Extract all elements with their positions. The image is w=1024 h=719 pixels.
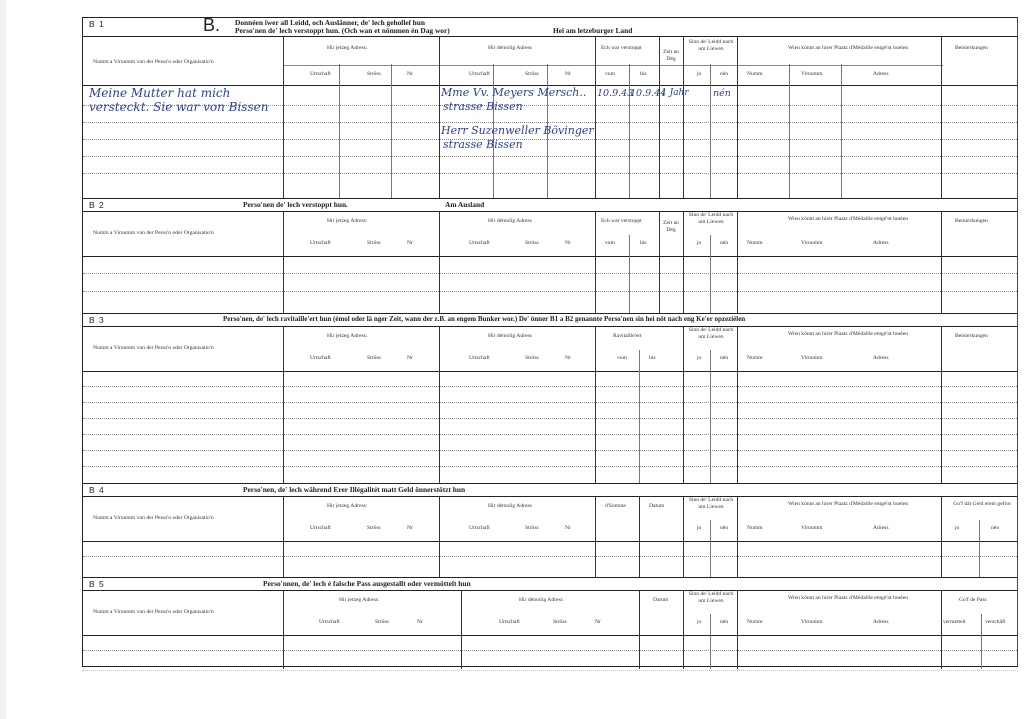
col-former-address: Hir démolig Adress: [488, 45, 532, 51]
b3-col-name: Numm a Virnumm vun der Perso'n oder Organisatio'n: [93, 345, 214, 351]
b5-col-strooss-2: Ströss: [553, 619, 567, 625]
b2-col-jo: jo: [697, 240, 702, 246]
col-remarks: Bemierkungen: [955, 45, 988, 51]
b3-col-remarks: Bemierkungen: [955, 333, 988, 339]
b4-col-jo: jo: [697, 525, 702, 531]
col-jo: jo: [697, 71, 702, 77]
b2-col-remarks: Bemierkungen: [955, 218, 988, 224]
b3-column-header: [83, 326, 1017, 372]
big-letter: B.: [203, 15, 221, 35]
b4-col-numm: Numm: [747, 525, 763, 531]
b3-col-adress: Adress: [873, 355, 889, 361]
b4-col-virnumm: Virnumm: [801, 525, 823, 531]
b4-col-name: Numm a Virnumm vun der Perso'n oder Organisatio'n: [93, 515, 214, 521]
b4-col-geld: Go'f dát Geld erem gefrot: [953, 501, 1011, 507]
b2-col-adress: Adress: [873, 240, 889, 246]
b5-col-virnumm: Virnumm: [801, 619, 823, 625]
b3-col-former-address: Hir démolig Adress: [488, 333, 532, 339]
section-b1-id: B 1: [89, 19, 105, 29]
b3-col-virnumm: Virnumm: [801, 355, 823, 361]
col-bis: bis: [640, 71, 647, 77]
b3-col-suffering: Sinn de' Leidd nach um Liewen: [688, 327, 734, 340]
footer-line: [82, 670, 1018, 672]
section-b5: [83, 577, 1017, 669]
b5-col-ortschaft: Urtschaft: [319, 619, 340, 625]
b4-col-strooss: Ströss: [367, 525, 381, 531]
col-ortschaft: Urtschaft: [310, 71, 331, 77]
b2-col-virnumm: Virnumm: [801, 240, 823, 246]
hw-addr2-line1: Herr Suzenweller Bövinger: [441, 124, 594, 137]
b5-col-nr-2: Nr: [595, 619, 601, 625]
col-name: Numm a Virnumm vun der Perso'n oder Organisatio'n: [93, 59, 214, 65]
b2-col-numm: Numm: [747, 240, 763, 246]
hw-days: 1 Jahr: [661, 88, 689, 98]
b5-col-suffering: Sinn de' Leidd nach um Liewen: [688, 591, 734, 604]
b5-col-former-address: Hir démolig Adress: [519, 597, 563, 603]
b4-col-adress: Adress: [873, 525, 889, 531]
b4-col-geld-nen: nén: [991, 525, 1000, 531]
b3-col-nen: nén: [720, 355, 729, 361]
b3-col-numm: Numm: [747, 355, 763, 361]
col-strooss-2: Ströss: [525, 71, 539, 77]
b2-col-strooss: Ströss: [367, 240, 381, 246]
section-b4: [83, 483, 1017, 578]
b4-col-current-address: Hir jetzeg Adress:: [327, 503, 368, 509]
hw-addr1-line1: Mme Vv. Meyers Mersch..: [441, 86, 587, 99]
b2-col-suffering: Sinn de' Leidd nach um Liewen: [688, 212, 734, 225]
b5-col-datum: Datum: [653, 597, 669, 603]
b2-col-current-address: Hir jetzeg Adress:: [327, 218, 368, 224]
b5-col-name: Numm a Virnumm vun der Perso'n oder Organisatio'n: [93, 609, 214, 615]
col-vum: vum: [605, 71, 615, 77]
b2-region: Am Ausland: [445, 200, 485, 209]
hw-addr2-line2: strasse Bissen: [443, 138, 523, 151]
hw-vum: 10.9.43: [597, 88, 634, 99]
section-b1: [83, 15, 1017, 198]
col-nen: nén: [720, 71, 729, 77]
col-days: Zeit an Dég: [663, 49, 679, 62]
b2-col-nr: Nr: [407, 240, 413, 246]
section-b4-id: B 4: [89, 485, 105, 495]
b2-col-former-address: Hir démolig Adress: [488, 218, 532, 224]
b5-col-strooss: Ströss: [375, 619, 389, 625]
col-current-address: Hir jetzeg Adress:: [327, 45, 368, 51]
b5-title: Perso'nnen, de' lech é falsche Pass ausgestallt oder vermöttelt hun: [263, 579, 471, 588]
b4-col-ortschaft: Urtschaft: [310, 525, 331, 531]
col-virnumm: Virnumm: [801, 71, 823, 77]
b2-col-nen: nén: [720, 240, 729, 246]
b4-title: Perso'nen, de' lech während Erer Illégalitét matt Geld önnerstötzt hun: [243, 485, 466, 494]
col-numm: Numm: [747, 71, 763, 77]
b3-col-current-address: Hir jetzeg Adress:: [327, 333, 368, 339]
b4-col-geld-jo: jo: [955, 525, 960, 531]
b3-col-ortschaft: Urtschaft: [310, 355, 331, 361]
b4-col-ortschaft-2: Urtschaft: [469, 525, 490, 531]
b2-col-hidden: Ech war verstoppt: [601, 218, 642, 224]
b5-col-nr: Nr: [417, 619, 423, 625]
col-adress: Adress: [873, 71, 889, 77]
b4-col-somme: d'Somme: [605, 503, 626, 509]
col-hidden: Ech war verstoppt: [601, 45, 642, 51]
b5-col-numm: Numm: [747, 619, 763, 625]
b2-column-header: [83, 211, 1017, 257]
b2-col-medal: Wien könnt an hirer Plaatz d'Médaille entgé'nt huelen: [788, 216, 908, 222]
hw-name-line1: Meine Mutter hat mich: [89, 86, 231, 100]
b4-col-nr-2: Nr: [565, 525, 571, 531]
b1-region: Hei am letzeburger Land: [553, 26, 633, 35]
b1-title-line1: Donnéen iwer all Leidd, och Auslänner, de' lech geholleſ hun: [235, 18, 425, 27]
b2-col-ortschaft-2: Urtschaft: [469, 240, 490, 246]
b3-col-vum: vum: [617, 355, 627, 361]
form-sheet: [82, 17, 1018, 667]
col-medal: Wien könnt an hirer Plaatz d'Médaille entgé'nt huelen: [788, 45, 908, 51]
b5-col-pass: Go'f de Pass: [959, 597, 987, 603]
b5-col-verschaft: verschâft: [985, 619, 1006, 625]
col-nr: Nr: [407, 71, 413, 77]
b2-title: Perso'nen de' lech verstoppt hun.: [243, 200, 348, 209]
b2-col-name: Numm a Virnumm vun der Perso'n oder Organisatio'n: [93, 230, 214, 236]
b2-col-strooss-2: Ströss: [525, 240, 539, 246]
b2-col-ortschaft: Urtschaft: [310, 240, 331, 246]
section-b3-id: B 3: [89, 315, 105, 325]
b4-col-medal: Wien könnt an hirer Plaatz d'Médaille entgé'nt huelen: [788, 501, 908, 507]
b2-col-days: Zeit an Dég: [663, 220, 679, 233]
b2-col-bis: bis: [640, 240, 647, 246]
b3-title: Perso'nen, de' lech ravitaille'ert hun (émol oder lä nger Zeit, wann der z.B. an engem Bunker wor.) De' önner B1 a B2 genannte Perso'nen sin hei nöt nach eng Ke'er opzeziélen: [223, 315, 746, 323]
b3-col-bis: bis: [649, 355, 656, 361]
b5-col-current-address: Hir jetzeg Adress:: [339, 597, 380, 603]
b3-col-jo: jo: [697, 355, 702, 361]
hw-nen: nén: [713, 88, 731, 99]
b5-col-jo: jo: [697, 619, 702, 625]
hw-bis: 10.9.44: [630, 88, 667, 99]
b3-col-nr-2: Nr: [565, 355, 571, 361]
col-nr-2: Nr: [565, 71, 571, 77]
b5-col-ortschaft-2: Urtschaft: [499, 619, 520, 625]
b5-col-nen: nén: [720, 619, 729, 625]
b4-column-header: [83, 496, 1017, 542]
b5-col-vermettelt: vermettelt: [943, 619, 966, 625]
b2-col-vum: vum: [605, 240, 615, 246]
col-suffering: Sinn de' Leidd nach um Liewen: [688, 39, 734, 52]
b3-col-nr: Nr: [407, 355, 413, 361]
hw-addr1-line2: strasse Bissen: [443, 100, 523, 113]
b1-column-header: [83, 36, 1017, 86]
b3-col-strooss: Ströss: [367, 355, 381, 361]
b5-col-adress: Adress: [873, 619, 889, 625]
section-b2: [83, 198, 1017, 314]
b4-col-suffering: Sinn de' Leidd nach um Liewen: [688, 497, 734, 510]
b1-title-line2: Perso'nen de' lech verstoppt hun. (Och wan et nömmen én Dag wor): [235, 26, 450, 35]
section-b2-id: B 2: [89, 200, 105, 210]
b4-col-datum: Datum: [649, 503, 665, 509]
b4-col-former-address: Hir démolig Adress: [488, 503, 532, 509]
b3-col-ortschaft-2: Urtschaft: [469, 355, 490, 361]
section-b5-id: B 5: [89, 579, 105, 589]
b3-col-strooss-2: Ströss: [525, 355, 539, 361]
section-b3: [83, 313, 1017, 484]
b4-col-strooss-2: Ströss: [525, 525, 539, 531]
b4-col-nen: nén: [720, 525, 729, 531]
b3-col-medal: Wien könnt an hirer Plaatz d'Médaille entgé'nt huelen: [788, 331, 908, 337]
col-ortschaft-2: Urtschaft: [469, 71, 490, 77]
col-strooss: Ströss: [367, 71, 381, 77]
hw-name-line2: versteckt. Sie war von Bissen: [89, 100, 269, 114]
scan-edge: [0, 0, 6, 719]
b3-col-ravitaille: Ravitaille'ert: [613, 333, 642, 339]
b5-column-header: [83, 590, 1017, 636]
b4-col-nr: Nr: [407, 525, 413, 531]
b2-col-nr-2: Nr: [565, 240, 571, 246]
b5-col-medal: Wien könnt an hirer Plaatz d'Médaille entgé'nt huelen: [788, 595, 908, 601]
